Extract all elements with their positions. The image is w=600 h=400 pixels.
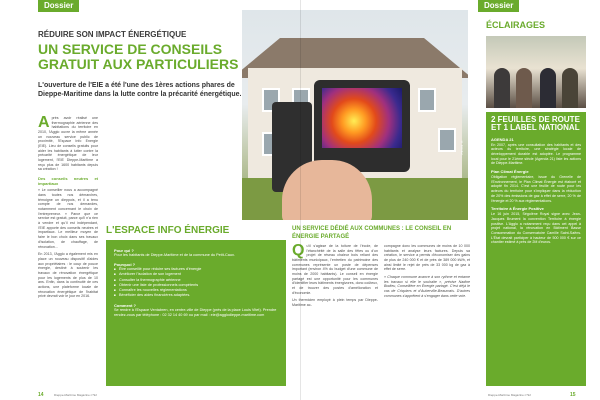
- eie-bullet: ■ Améliorer l'isolation de son logement: [114, 272, 278, 277]
- sidebar-subheading: AGENDA 21: [491, 136, 514, 142]
- eie-box: [106, 224, 286, 386]
- drop-cap: Q: [292, 242, 305, 259]
- eie-title: L'ESPACE INFO ÉNERGIE: [106, 225, 230, 236]
- sidebar-subheading: Territoire à Énergie Positive: [491, 206, 544, 212]
- sidebar-text: Le 16 juin 2015, Ségolène Royal signe avec Jean-Jacques Brument la convention Territoire à énergie positive. L'Agglo a notamment reçu dans cet appel à projet national, la rénovation en Bâtiment Basse Consommation du Conservatoire Camille Saint-Saëns. L'État devrait participer à hauteur de 500 000 € sur ce chantier estimé à près de 2M d'euros.: [491, 212, 581, 245]
- person-figure: [562, 68, 578, 108]
- article-kicker: RÉDUIRE SON IMPACT ÉNERGÉTIQUE: [38, 30, 187, 39]
- page-number-left: 14: [38, 392, 44, 398]
- article-column-3: [384, 244, 470, 386]
- eie-question: Pourquoi ?: [114, 261, 136, 267]
- house-window: [418, 88, 436, 112]
- sidebar-text: Obligation réglementaire, issue du Grenelle de l'Environnement, le Plan Climat Énergie est élaboré et adopté fin 2014. C'est une feuille de route pour les acteurs du territoire pour s'impliquer dans la réduction de 20% des émissions de gaz à effet de serre, 20 % de l'énergie et 20 % aux réglementations.: [491, 175, 581, 203]
- thermal-camera: [314, 80, 410, 172]
- eie-answer: Pour les habitants de Dieppe-Maritime et de la commune du Petit-Caux.: [114, 253, 235, 257]
- article-column-2: [292, 244, 378, 386]
- thermal-camera-photo: [242, 10, 468, 220]
- person-figure: [494, 68, 510, 108]
- person-figure: [516, 68, 532, 108]
- article-paragraph: compagne donc les communes de moins de 10 000 habitants et analyse leurs factures. Depuis sa création, le service a permis d'économiser des gains de plus de 240 000 € et de près de 389 000 kWh, et ainsi limité le rejet de près de 33 000 kg de gaz à effet de serre.: [384, 244, 470, 272]
- article-paragraph: [38, 116, 98, 172]
- article-paragraph: « Le conseiller nous a accompagné dans toutes nos démarches, témoigne un dieppois, et il a tenu compte de nos demandes, notamment concernant le choix de l'entrepreneur. » Parce que ce service est gratuit, parce qu'il n'a rien à vendre et qu'il est indépendant, l'EIE apporte des conseils neutres et impartiaux. Le meilleur moyen de faire le bon choix dans ses travaux d'isolation, de chauffage, de rénovation…: [38, 188, 98, 249]
- article-subheading: Des conseils neutres et impartiaux: [38, 176, 98, 187]
- eie-bullet: ■ Être conseillé pour réduire ses factures d'énergie: [114, 267, 278, 272]
- eie-question: Pour qui ?: [114, 248, 134, 253]
- article-lede: L'ouverture de l'EIE a été l'une des 1ères actions phares de Dieppe-Maritime dans la lutte contre la précarité énergétique.: [38, 82, 242, 98]
- sidebar-heading: 2 FEUILLES DE ROUTE ET 1 LABEL NATIONAL: [491, 115, 580, 133]
- article-headline: UN SERVICE DE CONSEILS GRATUIT AUX PARTICULIERS: [38, 41, 239, 73]
- article-paragraph: En 2013, l'Agglo a également mis en place un nouveau dispositif d'aides aux propriétaires : le coup de pouce énergie, destiné à soutenir les travaux de rénovation énergétique pour les logements de plus de 10 ans. Enfin, dans la continuité de ces actions, une plateforme locale de rénovation énergétique de l'habitat privé devrait voir le jour en 2016.: [38, 252, 98, 299]
- house-window: [438, 128, 456, 152]
- eie-bullet: ■ Obtenir une liste de professionnels compétents: [114, 283, 278, 288]
- magazine-name-left: Dieppe-Maritime Magazine n°92: [54, 393, 97, 397]
- eie-bullet: ■ Connaître les nouvelles réglementations: [114, 288, 278, 293]
- eie-bullet: ■ Bénéficier des aides financières adaptées.: [114, 293, 278, 298]
- sidebar-panel: [486, 112, 586, 386]
- article-paragraph: Un thermicien employé à plein temps par Dieppe-Maritime ac-: [292, 298, 378, 308]
- sidebar-subheading: Plan Climat Énergie: [491, 169, 529, 175]
- article-quote: « Chaque commune avance à son rythme et entame les travaux si elle le souhaite », précise Nadine Bodieu, Conseillère en Énergie partagé. C'est déjà le cas de Criquiers et d'Auberville-Beaumais. D'autres communes s'apprêtent à s'engager dans cette voie.: [384, 275, 470, 298]
- article-paragraph: [292, 244, 378, 295]
- eie-panel: [106, 240, 286, 386]
- magazine-name-right: Dieppe-Maritime Magazine n°92: [488, 393, 531, 397]
- page-number-right: 15: [570, 392, 576, 398]
- eie-bullet: ■ Consulter la thermographie aérienne: [114, 278, 278, 283]
- section-title: UN SERVICE DÉDIÉ AUX COMMUNES : LE CONSEIL EN ÉNERGIE PARTAGÉ: [292, 226, 452, 240]
- thermal-image-screen: [322, 88, 402, 148]
- drop-cap: A: [38, 114, 50, 131]
- paragraph-text: près avoir réalisé une thermographie aérienne des habitations du territoire en 2010, l'Agglo ouvre la même année un nouveau service public de proximité, l'Espace Info Energie (EIE). Lieu de conseils gratuits pour aider les habitants à lutter contre la précarité énergétique de leur logement, l'EIE Dieppe-Maritime a reçu plus de 1600 habitants depuis sa création !: [38, 116, 98, 172]
- paragraph-text: u'il s'agisse de la toiture de l'école, de l'étanchéité de la salle des fêtes ou d'un projet de réseau chaleur bois reliant des bâtiments municipaux, l'entretien du patrimoine des communes représente un poste de dépenses important (environ 4% du budget d'une commune de moins de 2000 habitants). Le conseil en énergie partagé est une opportunité pour les communes d'identifier leurs bâtiments énergivores, donc coûteux, et de trouver des postes d'amélioration et d'économie.: [292, 244, 378, 295]
- eie-contact: Se rendre à l'Espace Ventabren, en centre-ville de Dieppe (près de la place Louis Vitet). Prendre rendez-vous par téléphone : 02 32 14 40 69 ou par mail : eie@agglodieppe-maritime.com: [114, 307, 277, 317]
- photo-credit: © Fotolia/…: [460, 140, 464, 158]
- sidebar-photo: [486, 36, 586, 108]
- article-column-1: [38, 116, 98, 386]
- eie-question: Comment ?: [114, 302, 136, 308]
- section-tab-left: Dossier: [38, 0, 79, 12]
- sidebar-text: En 2007, après une consultation des habitants et des acteurs du territoire, une stratégie locale de développement durable est adoptée. Le programme local pour le 21ème siècle (Agenda 21) liste les actions de Dieppe-Maritime.: [491, 142, 581, 166]
- section-tab-right: Dossier: [478, 0, 519, 12]
- sidebar-title: ÉCLAIRAGES: [486, 20, 546, 30]
- page-fold: [300, 0, 301, 400]
- magazine-spread: [10, 0, 590, 400]
- person-figure: [540, 68, 556, 108]
